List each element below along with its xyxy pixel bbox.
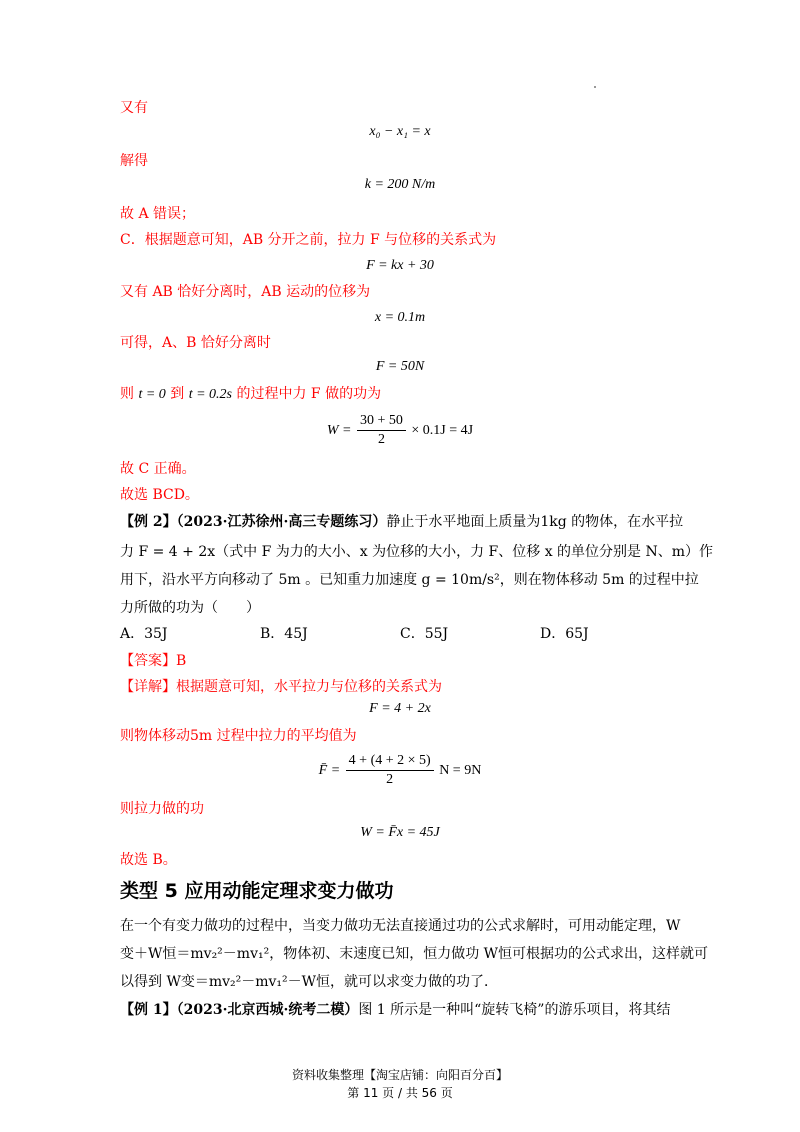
equation-average-force [0,752,800,790]
text-line: 力 F = 4 + 2x（式中 F 为力的大小、x 为位移的大小，力 F、位移 x 的单位分别是 N、m）作 [120,544,714,560]
text-fragment: 的过程中力 F 做的功为 [232,386,382,402]
option-d: D．65J [540,626,589,642]
math-fragment: W = [326,423,352,438]
text-line: 可得，A、B 恰好分离时 [120,335,271,351]
fraction-numerator: 4 + (4 + 2 × 5) [346,752,434,771]
fraction [357,412,406,449]
fraction-numerator: 30 + 50 [357,412,406,431]
detail: 【详解】根据题意可知，水平拉力与位移的关系式为 [120,679,442,695]
math-fragment: × 0.1J = 4J [411,423,474,438]
text-fragment: 到 [165,386,189,402]
equation: F = 4 + 2x [369,701,431,716]
equation: x₀ − x₁ = x [369,124,431,139]
math-fragment: N = 9N [439,763,482,778]
text-line [120,384,381,405]
fraction-denominator: 2 [377,432,385,448]
example-1-header [120,1000,670,1020]
option-b: B．45J [260,626,308,642]
footer-source: 资料收集整理【淘宝店铺：向阳百分百】 [291,1068,508,1082]
example-source: （2023·江苏徐州·高三专题练习） [176,514,387,530]
example-text: 图 1 所示是一种叫“旋转飞椅”的游乐项目，将其结 [358,1002,671,1018]
text-line: 则物体移动5m 过程中拉力的平均值为 [120,728,357,744]
text-line: 故选 BCD。 [120,487,199,503]
example-tag: 【例 1】 [120,1002,177,1018]
fraction [346,752,434,789]
option-a: A．35J [120,626,168,642]
speck [594,86,596,88]
math-fragment: t = 0 [138,387,166,402]
text-line: 用下，沿水平方向移动了 5m 。已知重力加速度 g = 10m/s²，则在物体移动 5m 的过程中拉 [120,572,699,588]
text-line: 又有 AB 恰好分离时，AB 运动的位移为 [120,284,371,300]
example-2-header [120,512,683,532]
equation: F = kx + 30 [366,258,434,273]
text-line: 故 C 正确。 [120,461,196,477]
equation: F = 50N [375,359,425,374]
equation-work [0,412,800,450]
equation: k = 200 N/m [364,177,436,192]
text-line: 力所做的功为（ ） [120,600,260,616]
equation: W = F̄x = 45J [360,825,440,840]
text-line: 故 A 错误； [120,206,196,222]
page-number: 第 11 页 / 共 56 页 [347,1086,453,1100]
equation: x = 0.1m [374,310,426,325]
text-line: 解得 [120,153,148,169]
text-line: 故选 B。 [120,852,177,868]
section-heading: 类型 5 应用动能定理求变力做功 [120,880,394,902]
example-tag: 【例 2】 [120,514,177,530]
answer: 【答案】B [120,653,187,669]
paragraph-line: 变＋W恒＝mv₂²－mv₁²，物体初、末速度已知，恒力做功 W恒可根据功的公式求出，这样就可 [120,946,709,962]
text-line: 又有 [120,100,148,116]
example-source: （2023·北京西城·统考二模） [176,1002,359,1018]
math-fragment: F̄ = [318,763,341,778]
paragraph-line: 在一个有变力做功的过程中，当变力做功无法直接通过功的公式求解时，可用动能定理，W [120,918,681,934]
paragraph-line: 以得到 W变＝mv₂²－mv₁²－W恒，就可以求变力做的功了． [120,974,499,990]
example-text: 静止于水平地面上质量为1kg 的物体，在水平拉 [386,514,684,530]
math-fragment: t = 0.2s [188,387,232,402]
option-c: C．55J [400,626,449,642]
text-line: 则拉力做的功 [120,801,204,817]
fraction-denominator: 2 [386,772,394,788]
text-fragment: 则 [120,386,139,402]
text-line: C．根据题意可知，AB 分开之前，拉力 F 与位移的关系式为 [120,232,497,248]
answer-options [120,624,589,644]
